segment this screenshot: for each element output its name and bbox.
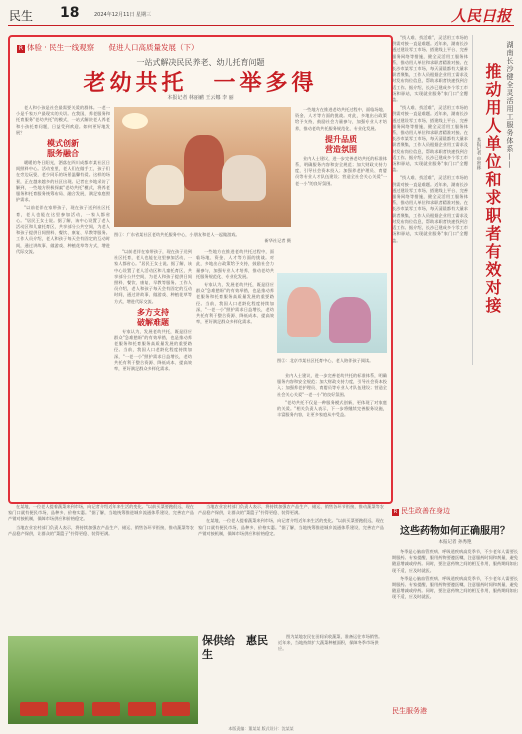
side-article-byline: 本报记者 申智林 [476, 137, 481, 170]
health-article-title: 这些药物如何正确服用？ [400, 526, 510, 537]
vegetable-crate [56, 702, 84, 716]
photo-caption-1 [114, 232, 291, 244]
body-paragraph: "以前老伴在家带孩子，现在孩子送到社区托育，老人也能在这里参加活动，一家人都省心。"居民王女士说。据了解，该中心设置了老人活动区和儿童托育区，共享部分公共空间，为老人和孩子提供日间照料、餐饮、康复、早教等服务。工作人员介绍，老人和孩子每天会有固定的互动时间，通过讲故事、做游戏、种植花草等方式，增进代际交流。 [114, 249, 192, 304]
article-column-3 [196, 249, 274, 499]
article-byline: 本报记者 林丽鹂 王云娜 李 丽 [167, 95, 234, 101]
body-paragraph: 图为某地农民在田间采收蔬菜，准备运往市场销售。近年来，当地持续扩大蔬菜种植面积，保障冬季市场供应。 [278, 634, 383, 652]
page-header [0, 0, 522, 28]
lamp-shape [122, 113, 148, 129]
column-tag: R [18, 45, 24, 52]
article-column-5 [277, 373, 387, 499]
column-tag: R [393, 509, 398, 515]
header-rule [8, 25, 514, 26]
body-paragraph: 业内人士建议，进一步完善老幼共托的标准体系，明确服务内容和安全规范；加大财政支持力度，引导社会资本投入；加强养老护理员、育婴员等专业人才队伍建设；营造全社会关心关爱"一老一小"的良好氛围。 [295, 155, 387, 186]
supply-article[interactable] [202, 634, 388, 726]
article-column-2 [114, 249, 192, 499]
page-number: 18 [60, 5, 80, 21]
body-paragraph: 当地农业农村部门负责人表示，将持续加强农产品生产、储运、销售各环节衔接，推动蔬菜等农产品稳产保供，让群众的"菜篮子"拎得更稳、装得更满。 [198, 504, 384, 516]
newspaper-logo: 人民日报 [451, 7, 512, 25]
body-paragraph: 一些地方在推进老幼共托过程中，面临场地、资金、人才等方面的挑战。对此，多地出台政策给予支持，鼓励社会力量参与，加强专业人才培养，推动老幼共托服务规范化、专业化发展。 [196, 249, 274, 279]
body-paragraph: 专家认为，发展老幼共托，既是回应群众"急难愁盼"的有效举措，也是推动养老服务和托育服务高质量发展的重要路径。当前，我国人口老龄化程度持续加深，"一老一小"照护需求日益增长，老幼共托有利于整合资源、降低成本、提高效率，更好满足群众多样化需求。 [196, 282, 274, 325]
page-footer: 本版责编：董某某 版式设计：沈某某 [228, 726, 294, 731]
series-label: 促进人口高质量发展（下） [108, 43, 199, 52]
article-photo-2[interactable] [277, 273, 387, 353]
vegetable-crate [162, 702, 190, 716]
elder-figure [222, 155, 266, 201]
side-article-body [392, 35, 468, 500]
body-paragraph: "老幼共托不仅是一种服务模式创新，更体现了对家庭的关爱。"相关负责人表示，下一步将继续完善服务设施，丰富服务内容，让更多家庭从中受益。 [277, 399, 387, 418]
body-paragraph: 暖暖的冬日阳光，洒落在四川成都市某社区日间照料中心。活动室里，老人们在做手工，孩子们在旁边玩耍，老少同乐的场景温馨有爱。这样的场景，正在越来越多的社区出现。记者在多地采访了解到，一些地方积极探索"老幼共托"模式，将养老服务和托育服务统筹布局、融合发展，满足家庭照护需求。 [16, 160, 110, 203]
highlighted-article[interactable] [8, 35, 393, 504]
side-article[interactable] [392, 35, 518, 500]
body-paragraph: "找人难、找活难"，灵活用工市场的供需对接一直是难题。近年来，湖南长沙通过建设零工市场、搭建线上平台、完善服务网络等措施，健全灵活用工服务体系，推动用人单位和求职者精准对接。在长沙市某零工市场，每天清晨都有大量求职者聚集，工作人员根据企业用工需求及时发布岗位信息，帮助求职者快速找到合适工作。据介绍，长沙已建成多个零工市场和驿站，实现就业服务"家门口"全覆盖。 [392, 105, 468, 173]
article-column-1 [16, 105, 110, 499]
intro-paragraph: 老人和小孩是社会最需要关爱的群体。一老一小是千家万户最现实的关切。在我国，养老服务和托育服务"老幼共托"的模式，一站式解决老人养老和小孩托育问题，日益受到欢迎。如何更好地发展？ [16, 105, 110, 135]
farm-photo[interactable] [8, 636, 198, 724]
subheading-2: 多方支持 破解难题 [137, 306, 169, 327]
section-name: 民生 [9, 9, 34, 23]
subheading-3: 提升品质 营造氛围 [325, 133, 357, 154]
column-label-text: 民生服务港 [392, 707, 427, 715]
caption-text: 图①：广东省某社区老幼共托服务中心，小朋友和老人一起做游戏。 [114, 232, 240, 237]
subheading-1: 模式创新 服务融合 [47, 138, 79, 159]
bottom-left-block [8, 504, 388, 726]
article-kicker [17, 42, 199, 53]
elder-figure [287, 287, 321, 337]
supply-title: 保供给 惠民生 [202, 634, 268, 661]
health-article-body [392, 549, 518, 689]
bottom-left-text [8, 504, 194, 636]
article-photo-1[interactable] [114, 107, 291, 227]
article-column-4 [295, 107, 387, 269]
health-article-byline: 本报记者 孙秀艳 [438, 540, 472, 545]
body-paragraph: "找人难、找活难"，灵活用工市场的供需对接一直是难题。近年来，湖南长沙通过建设零工市场、搭建线上平台、完善服务网络等措施，健全灵活用工服务体系，推动用人单位和求职者精准对接。在长沙市某零工市场，每天清晨都有大量求职者聚集，工作人员根据企业用工需求及时发布岗位信息，帮助求职者快速找到合适工作。据介绍，长沙已建成多个零工市场和驿站，实现就业服务"家门口"全覆盖。 [392, 35, 468, 103]
body-paragraph: 当地农业农村部门负责人表示，将持续加强农产品生产、储运、销售各环节衔接，推动蔬菜等农产品稳产保供，让群众的"菜篮子"拎得更稳、装得更满。 [8, 524, 194, 536]
child-figure [329, 297, 371, 343]
photo-credit: 新华社记者 摄 [264, 238, 291, 243]
kicker-label: 体验 · 民生一线观察 [27, 43, 95, 52]
body-paragraph: 冬季是心脑血管疾病、呼吸道疾病高发季节，不少老年人需要长期服药。专家提醒，服用药物要遵医嘱，注意服药时间和剂量，避免随意增减或停药。同时，要注意药物之间的相互作用，服药期间如出现不适，应及时就医。 [392, 575, 518, 600]
body-paragraph: 冬季是心脑血管疾病、呼吸道疾病高发季节，不少老年人需要长期服药。专家提醒，服用药物要遵医嘱，注意服药时间和剂量，避免随意增减或停药。同时，要注意药物之间的相互作用，服药期间如出现不适，应及时就医。 [392, 549, 518, 573]
vegetable-crate [128, 702, 156, 716]
body-paragraph: 在某地，一位老人提着蔬菜来到市场，向记者介绍近年来生活的变化。"以前买菜要跑很远，现在家门口就有便民市场，品种多、价格实惠。"据了解，当地统筹推进城乡流通体系建设，完善农产品产销对接机制，保障市场供应和价格稳定。 [8, 504, 194, 522]
photo-caption-2: 图②：北京市某社区托育中心，老人陪伴孩子阅读。 [277, 358, 374, 363]
health-column-label [392, 506, 518, 516]
child-figure [146, 165, 184, 205]
article-title: 老幼共托 一举多得 [83, 71, 318, 96]
body-paragraph: "找人难、找活难"，灵活用工市场的供需对接一直是难题。近年来，湖南长沙通过建设零工市场、搭建线上平台、完善服务网络等措施，健全灵活用工服务体系，推动用人单位和求职者精准对接。在长沙市某零工市场，每天清晨都有大量求职者聚集，工作人员根据企业用工需求及时发布岗位信息，帮助求职者快速找到合适工作。据介绍，长沙已建成多个零工市场和驿站，实现就业服务"家门口"全覆盖。 [392, 175, 468, 243]
supply-text [278, 634, 386, 724]
article-subtitle: 一站式解决民民养老、幼儿托育问题 [136, 58, 265, 67]
vegetable-crate [92, 702, 120, 716]
body-paragraph: 一些地方在推进老幼共托过程中，面临场地、资金、人才等方面的挑战。对此，多地出台政策给予支持，鼓励社会力量参与，加强专业人才培养，推动老幼共托服务规范化、专业化发展。 [295, 107, 387, 131]
body-paragraph: 业内人士建议，进一步完善老幼共托的标准体系，明确服务内容和安全规范；加大财政支持力度，引导社会资本投入；加强养老护理员、育婴员等专业人才队伍建设；营造全社会关心关爱"一老一小"的良好氛围。 [277, 373, 387, 397]
adult-figure [184, 135, 224, 191]
body-paragraph: 在某地，一位老人提着蔬菜来到市场，向记者介绍近年来生活的变化。"以前买菜要跑很远，现在家门口就有便民市场，品种多、价格实惠。"据了解，当地统筹推进城乡流通体系建设，完善农产品产销对接机制，保障市场供应和价格稳定。 [198, 518, 384, 536]
health-column[interactable] [392, 506, 518, 726]
side-article-title-block [472, 35, 519, 365]
issue-date: 2024年12月11日 星期三 [94, 12, 152, 18]
side-article-kicker: 湖南长沙健全灵活用工服务体系—— [506, 41, 514, 169]
column-label-text: 民生政善在身边 [401, 507, 450, 515]
bottom-right-text [198, 504, 384, 636]
body-paragraph: 专家认为，发展老幼共托，既是回应群众"急难愁盼"的有效举措，也是推动养老服务和托育服务高质量发展的重要路径。当前，我国人口老龄化程度持续加深，"一老一小"照护需求日益增长，老幼共托有利于整合资源、降低成本、提高效率，更好满足群众多样化需求。 [114, 328, 192, 372]
vegetable-crate [20, 702, 48, 716]
side-article-title: 推动用人单位和求职者有效对接 [483, 63, 502, 315]
service-column-label [392, 706, 427, 716]
body-paragraph: "以前老伴在家带孩子，现在孩子送到社区托育，老人也能在这里参加活动，一家人都省心。"居民王女士说。据了解，该中心设置了老人活动区和儿童托育区，共享部分公共空间，为老人和孩子提供日间照料、餐饮、康复、早教等服务。工作人员介绍，老人和孩子每天会有固定的互动时间，通过讲故事、做游戏、种植花草等方式，增进代际交流。 [16, 205, 110, 254]
